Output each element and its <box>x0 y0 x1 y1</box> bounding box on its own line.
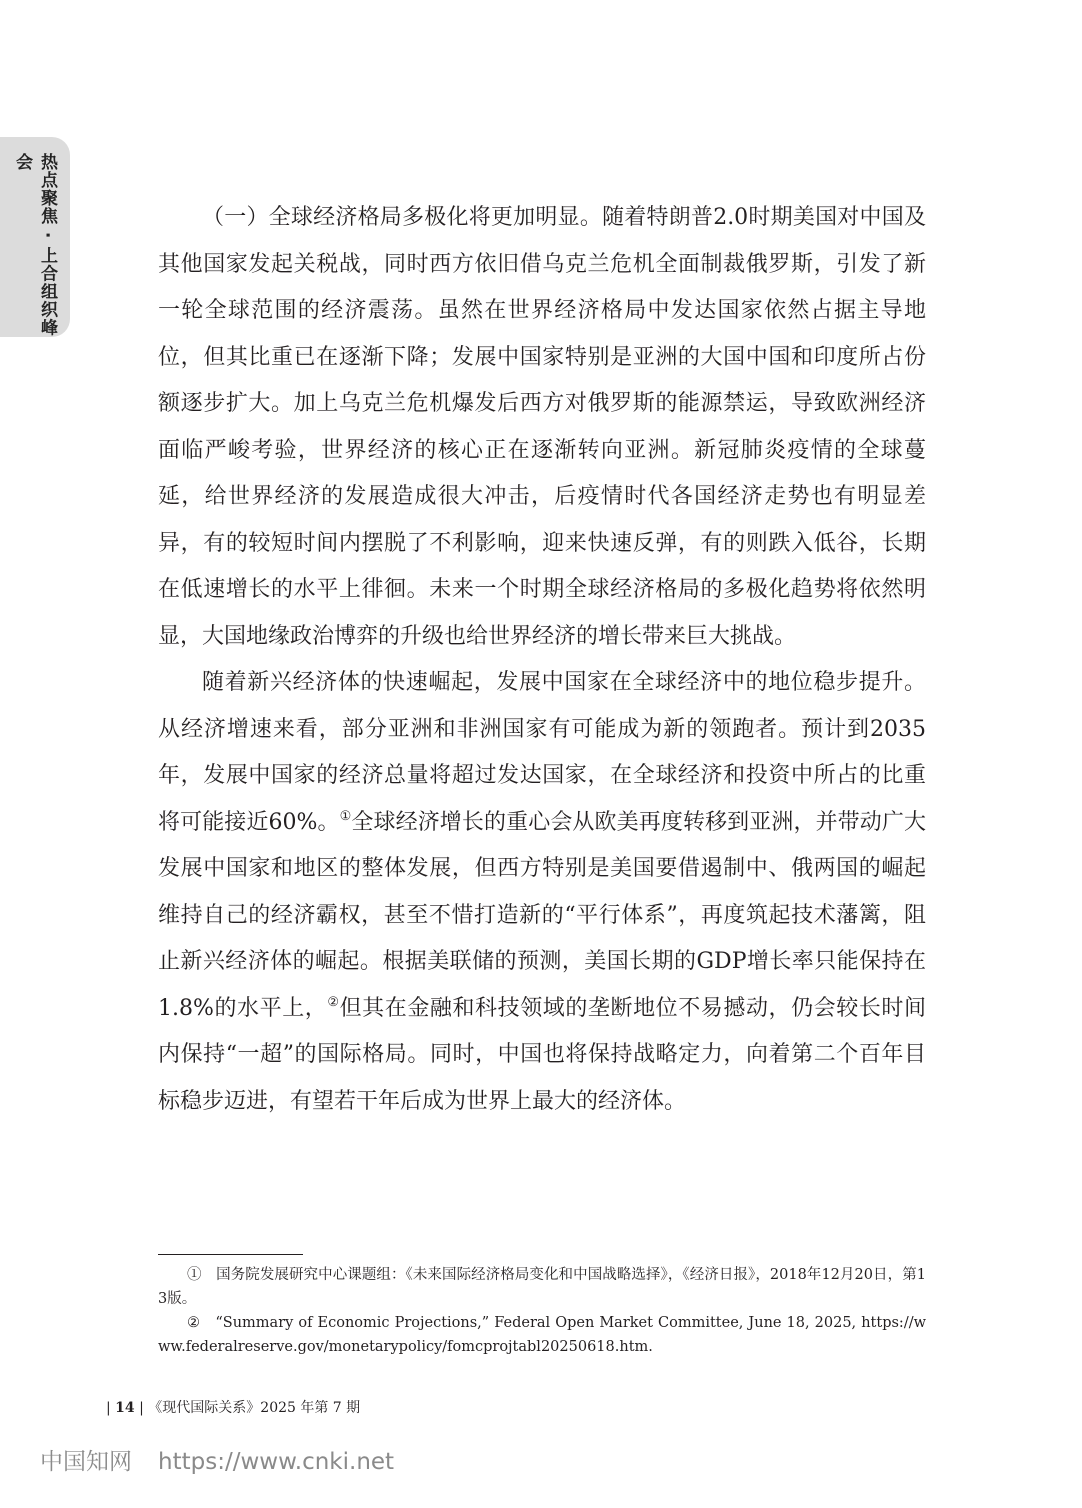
paragraph-2-part-3: 但其在金融和科技领域的垄断地位不易撼动，仍会较长时间内保持“一超”的国际格局。同时，中国也将保持战略定力，向着第二个百年目标稳步迈进，有望若干年后成为世界上最大的经济体。 <box>158 995 926 1114</box>
footnote-2: ② “Summary of Economic Projections,” Federal Open Market Committee, June 18, 2025, https://www.federalreserve.gov/monetarypolicy/fomcprojtabl20250618.htm. <box>158 1315 926 1355</box>
paragraph-2-part-2: 全球经济增长的重心会从欧美再度转移到亚洲，并带动广大发展中国家和地区的整体发展，但西方特别是美国要借遏制中、俄两国的崛起维持自己的经济霸权，甚至不惜打造新的“平行体系”，再度筑起技术藩篱，阻止新兴经济体的崛起。根据美联储的预测，美国长期的GDP增长率只能保持在1.8%的水平上， <box>158 809 926 1021</box>
paragraph-2-part-1: 随着新兴经济体的快速崛起，发展中国家在全球经济中的地位稳步提升。从经济增速来看，部分亚洲和非洲国家有可能成为新的领跑者。预计到2035年，发展中国家的经济总量将超过发达国家，在全球经济和投资中所占的比重将可能接近60%。 <box>158 670 926 835</box>
page-number: 14 <box>115 1400 135 1416</box>
section-tab-label: 热点聚焦 · 上合组织峰会 <box>12 153 57 337</box>
paragraph-1: （一）全球经济格局多极化将更加明显。随着特朗普2.0时期美国对中国及其他国家发起关税战，同时西方依旧借乌克兰危机全面制裁俄罗斯，引发了新一轮全球范围的经济震荡。虽然在世界经济格局中发达国家依然占据主导地位，但其比重已在逐渐下降；发展中国家特别是亚洲的大国中国和印度所占份额逐步扩大。加上乌克兰危机爆发后西方对俄罗斯的能源禁运，导致欧洲经济面临严峻考验，世界经济的核心正在逐渐转向亚洲。新冠肺炎疫情的全球蔓延，给世界经济的发展造成很大冲击，后疫情时代各国经济走势也有明显差异，有的较短时间内摆脱了不利影响，迎来快速反弹，有的则跌入低谷，长期在低速增长的水平上徘徊。未来一个时期全球经济格局的多极化趋势将依然明显，大国地缘政治博弈的升级也给世界经济的增长带来巨大挑战。 <box>158 205 926 649</box>
journal-issue: 《现代国际关系》2025 年第 7 期 <box>148 1400 361 1416</box>
footnote-divider <box>158 1254 303 1255</box>
cnki-watermark <box>40 1443 394 1476</box>
footnote-marker-1[interactable]: ① <box>339 808 352 824</box>
folio-bar-left: | <box>106 1400 111 1416</box>
article-body <box>158 195 926 1125</box>
folio-bar-right: | <box>139 1400 144 1416</box>
section-side-tab <box>0 137 70 337</box>
watermark-site-name: 中国知网 <box>40 1449 132 1475</box>
page-footer <box>106 1397 360 1417</box>
watermark-url: https://www.cnki.net <box>158 1449 395 1475</box>
footnote-1: ① 国务院发展研究中心课题组：《未来国际经济格局变化和中国战略选择》，《经济日报》，2018年12月20日，第13版。 <box>158 1267 926 1307</box>
paragraph-2 <box>158 660 926 1125</box>
footnotes <box>158 1263 926 1359</box>
footnote-marker-2[interactable]: ② <box>327 994 340 1010</box>
